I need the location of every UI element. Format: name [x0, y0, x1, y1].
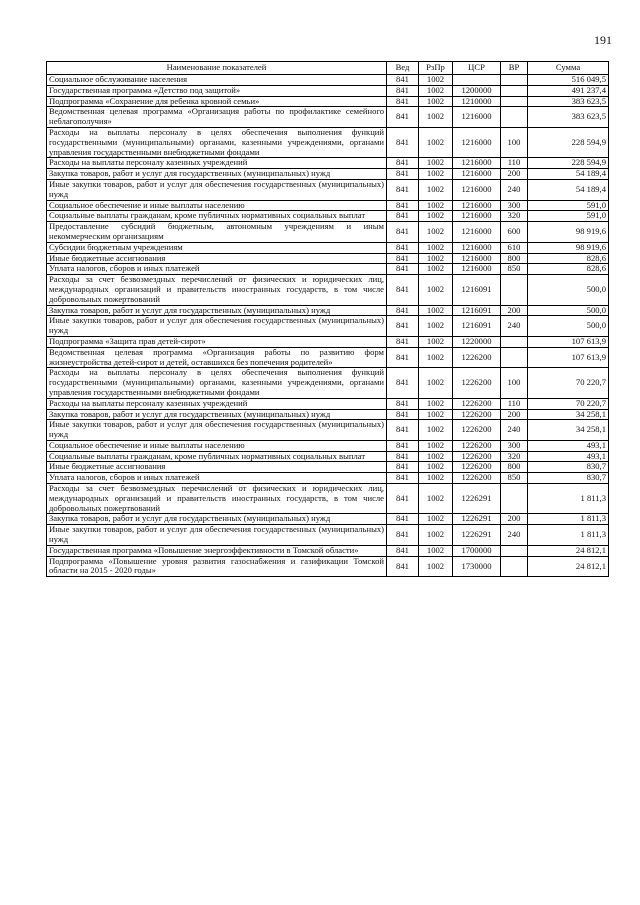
- table-row: [47, 127, 609, 157]
- table-row: [47, 107, 609, 128]
- budget-table: [46, 61, 609, 577]
- cell-ved: 841: [387, 85, 419, 96]
- cell-sum: 34 258,1: [528, 409, 609, 420]
- cell-csr: 1216091: [453, 305, 501, 316]
- cell-sum: 500,0: [528, 275, 609, 305]
- table-row: [47, 514, 609, 525]
- cell-rzpr: 1002: [419, 347, 453, 368]
- cell-sum: 54 189,4: [528, 169, 609, 180]
- cell-ved: 841: [387, 200, 419, 211]
- cell-vr: 200: [501, 514, 528, 525]
- cell-vr: 240: [501, 525, 528, 546]
- cell-name: Социальные выплаты гражданам, кроме публичных нормативных социальных выплат: [47, 451, 387, 462]
- cell-ved: 841: [387, 336, 419, 347]
- header-name: Наименование показателей: [47, 62, 387, 75]
- cell-csr: [453, 75, 501, 86]
- header-csr: ЦСР: [453, 62, 501, 75]
- cell-name: Подпрограмма «Защита прав детей-сирот»: [47, 336, 387, 347]
- cell-sum: 228 594,9: [528, 127, 609, 157]
- cell-vr: 110: [501, 158, 528, 169]
- cell-rzpr: 1002: [419, 85, 453, 96]
- cell-rzpr: 1002: [419, 264, 453, 275]
- cell-rzpr: 1002: [419, 107, 453, 128]
- cell-name: Иные закупки товаров, работ и услуг для обеспечения государственных (муниципальных) нужд: [47, 316, 387, 337]
- header-rzpr: РзПр: [419, 62, 453, 75]
- cell-rzpr: 1002: [419, 158, 453, 169]
- cell-csr: 1216000: [453, 242, 501, 253]
- cell-vr: 320: [501, 211, 528, 222]
- cell-sum: 493,1: [528, 451, 609, 462]
- table-row: [47, 473, 609, 484]
- cell-vr: 240: [501, 179, 528, 200]
- cell-vr: 200: [501, 305, 528, 316]
- cell-ved: 841: [387, 253, 419, 264]
- cell-sum: 1 811,3: [528, 514, 609, 525]
- cell-sum: 516 049,5: [528, 75, 609, 86]
- table-row: [47, 525, 609, 546]
- cell-vr: 800: [501, 253, 528, 264]
- cell-name: Иные закупки товаров, работ и услуг для обеспечения государственных (муниципальных) нужд: [47, 525, 387, 546]
- cell-vr: 240: [501, 420, 528, 441]
- table-row: [47, 305, 609, 316]
- cell-sum: 228 594,9: [528, 158, 609, 169]
- table-row: [47, 96, 609, 107]
- cell-name: Субсидии бюджетным учреждениям: [47, 242, 387, 253]
- cell-sum: 493,1: [528, 440, 609, 451]
- cell-name: Иные бюджетные ассигнования: [47, 253, 387, 264]
- cell-name: Подпрограмма «Повышение уровня развития газоснабжения и газификации Томской области на 2015 - 2020 годы»: [47, 556, 387, 577]
- cell-rzpr: 1002: [419, 368, 453, 398]
- cell-sum: 828,6: [528, 264, 609, 275]
- header-vr: ВР: [501, 62, 528, 75]
- cell-name: Ведомственная целевая программа «Организация работы по профилактике семейного неблагополучия»: [47, 107, 387, 128]
- cell-vr: 600: [501, 222, 528, 243]
- cell-rzpr: 1002: [419, 179, 453, 200]
- table-row: [47, 484, 609, 514]
- cell-csr: 1216091: [453, 275, 501, 305]
- cell-ved: 841: [387, 169, 419, 180]
- cell-rzpr: 1002: [419, 253, 453, 264]
- header-ved: Вед: [387, 62, 419, 75]
- cell-rzpr: 1002: [419, 556, 453, 577]
- cell-name: Социальное обслуживание населения: [47, 75, 387, 86]
- cell-sum: 830,7: [528, 473, 609, 484]
- cell-name: Иные бюджетные ассигнования: [47, 462, 387, 473]
- cell-name: Иные закупки товаров, работ и услуг для обеспечения государственных (муниципальных) нужд: [47, 179, 387, 200]
- cell-ved: 841: [387, 275, 419, 305]
- cell-sum: 98 919,6: [528, 242, 609, 253]
- cell-vr: [501, 75, 528, 86]
- cell-rzpr: 1002: [419, 75, 453, 86]
- cell-csr: 1216000: [453, 222, 501, 243]
- cell-vr: 320: [501, 451, 528, 462]
- cell-ved: 841: [387, 107, 419, 128]
- cell-sum: 828,6: [528, 253, 609, 264]
- cell-ved: 841: [387, 127, 419, 157]
- header-sum: Сумма: [528, 62, 609, 75]
- cell-ved: 841: [387, 368, 419, 398]
- cell-csr: 1216000: [453, 200, 501, 211]
- cell-ved: 841: [387, 420, 419, 441]
- cell-rzpr: 1002: [419, 169, 453, 180]
- cell-rzpr: 1002: [419, 525, 453, 546]
- cell-csr: 1226291: [453, 514, 501, 525]
- table-row: [47, 85, 609, 96]
- cell-sum: 24 812,1: [528, 545, 609, 556]
- cell-rzpr: 1002: [419, 398, 453, 409]
- table-row: [47, 179, 609, 200]
- cell-ved: 841: [387, 179, 419, 200]
- cell-vr: 240: [501, 316, 528, 337]
- cell-name: Ведомственная целевая программа «Организация работы по развитию форм жизнеустройства детей-сирот и детей, оставшихся без попечения родителей»: [47, 347, 387, 368]
- cell-ved: 841: [387, 451, 419, 462]
- table-row: [47, 211, 609, 222]
- cell-csr: 1700000: [453, 545, 501, 556]
- cell-sum: 591,0: [528, 200, 609, 211]
- cell-vr: [501, 556, 528, 577]
- cell-name: Расходы на выплаты персоналу казенных учреждений: [47, 158, 387, 169]
- cell-csr: 1216000: [453, 253, 501, 264]
- cell-name: Государственная программа «Повышение энергоэффективности в Томской области»: [47, 545, 387, 556]
- cell-sum: 500,0: [528, 316, 609, 337]
- cell-rzpr: 1002: [419, 409, 453, 420]
- cell-rzpr: 1002: [419, 242, 453, 253]
- cell-ved: 841: [387, 222, 419, 243]
- cell-vr: 610: [501, 242, 528, 253]
- cell-ved: 841: [387, 264, 419, 275]
- table-row: [47, 462, 609, 473]
- cell-csr: 1226291: [453, 525, 501, 546]
- cell-ved: 841: [387, 473, 419, 484]
- cell-csr: 1226200: [453, 409, 501, 420]
- cell-sum: 491 237,4: [528, 85, 609, 96]
- cell-vr: 300: [501, 440, 528, 451]
- cell-rzpr: 1002: [419, 127, 453, 157]
- cell-sum: 107 613,9: [528, 336, 609, 347]
- cell-ved: 841: [387, 545, 419, 556]
- cell-sum: 830,7: [528, 462, 609, 473]
- cell-name: Расходы на выплаты персоналу в целях обеспечения выполнения функций государственными (муниципальными) органами, казенными учреждениями, органами управления государственными внебюджетными фондами: [47, 368, 387, 398]
- table-row: [47, 242, 609, 253]
- cell-rzpr: 1002: [419, 275, 453, 305]
- cell-rzpr: 1002: [419, 211, 453, 222]
- table-row: [47, 264, 609, 275]
- cell-rzpr: 1002: [419, 96, 453, 107]
- cell-sum: 70 220,7: [528, 368, 609, 398]
- cell-name: Расходы на выплаты персоналу в целях обеспечения выполнения функций государственными (муниципальными) органами, казенными учреждениями, органами управления государственными внебюджетными фондами: [47, 127, 387, 157]
- cell-name: Социальное обеспечение и иные выплаты населению: [47, 200, 387, 211]
- cell-vr: [501, 96, 528, 107]
- cell-sum: 98 919,6: [528, 222, 609, 243]
- cell-sum: 54 189,4: [528, 179, 609, 200]
- cell-vr: 200: [501, 169, 528, 180]
- cell-rzpr: 1002: [419, 222, 453, 243]
- cell-csr: 1216000: [453, 211, 501, 222]
- cell-sum: 500,0: [528, 305, 609, 316]
- cell-csr: 1226200: [453, 398, 501, 409]
- cell-rzpr: 1002: [419, 514, 453, 525]
- cell-rzpr: 1002: [419, 440, 453, 451]
- cell-vr: [501, 107, 528, 128]
- cell-vr: [501, 347, 528, 368]
- cell-vr: [501, 85, 528, 96]
- cell-ved: 841: [387, 211, 419, 222]
- cell-rzpr: 1002: [419, 200, 453, 211]
- cell-vr: 800: [501, 462, 528, 473]
- table-row: [47, 368, 609, 398]
- page-number: 191: [594, 33, 612, 47]
- cell-sum: 383 623,5: [528, 107, 609, 128]
- cell-sum: 24 812,1: [528, 556, 609, 577]
- cell-ved: 841: [387, 409, 419, 420]
- cell-sum: 591,0: [528, 211, 609, 222]
- cell-name: Закупка товаров, работ и услуг для государственных (муниципальных) нужд: [47, 169, 387, 180]
- cell-csr: 1216000: [453, 179, 501, 200]
- table-row: [47, 200, 609, 211]
- cell-ved: 841: [387, 484, 419, 514]
- cell-csr: 1226200: [453, 451, 501, 462]
- cell-csr: 1226200: [453, 368, 501, 398]
- cell-name: Расходы на выплаты персоналу казенных учреждений: [47, 398, 387, 409]
- cell-vr: 850: [501, 473, 528, 484]
- cell-name: Уплата налогов, сборов и иных платежей: [47, 473, 387, 484]
- cell-vr: 300: [501, 200, 528, 211]
- cell-name: Подпрограмма «Сохранение для ребенка кровной семьи»: [47, 96, 387, 107]
- cell-name: Уплата налогов, сборов и иных платежей: [47, 264, 387, 275]
- cell-ved: 841: [387, 316, 419, 337]
- cell-name: Закупка товаров, работ и услуг для государственных (муниципальных) нужд: [47, 514, 387, 525]
- table-row: [47, 253, 609, 264]
- cell-csr: 1226200: [453, 473, 501, 484]
- cell-csr: 1220000: [453, 336, 501, 347]
- cell-rzpr: 1002: [419, 316, 453, 337]
- table-row: [47, 556, 609, 577]
- cell-ved: 841: [387, 398, 419, 409]
- cell-rzpr: 1002: [419, 545, 453, 556]
- cell-vr: [501, 545, 528, 556]
- cell-name: Иные закупки товаров, работ и услуг для обеспечения государственных (муниципальных) нужд: [47, 420, 387, 441]
- cell-name: Закупка товаров, работ и услуг для государственных (муниципальных) нужд: [47, 305, 387, 316]
- cell-ved: 841: [387, 158, 419, 169]
- cell-rzpr: 1002: [419, 473, 453, 484]
- cell-rzpr: 1002: [419, 484, 453, 514]
- cell-csr: 1730000: [453, 556, 501, 577]
- table-row: [47, 316, 609, 337]
- cell-rzpr: 1002: [419, 420, 453, 441]
- cell-vr: [501, 484, 528, 514]
- table-row: [47, 275, 609, 305]
- cell-name: Социальное обеспечение и иные выплаты населению: [47, 440, 387, 451]
- cell-csr: 1210000: [453, 96, 501, 107]
- cell-csr: 1216000: [453, 264, 501, 275]
- table-row: [47, 420, 609, 441]
- cell-csr: 1216000: [453, 127, 501, 157]
- table-row: [47, 409, 609, 420]
- cell-csr: 1216000: [453, 169, 501, 180]
- cell-name: Социальные выплаты гражданам, кроме публичных нормативных социальных выплат: [47, 211, 387, 222]
- cell-name: Расходы за счет безвозмездных перечислений от физических и юридических лиц, международных организаций и правительств иностранных государств, в том числе добровольных пожертвований: [47, 275, 387, 305]
- cell-vr: 850: [501, 264, 528, 275]
- cell-ved: 841: [387, 242, 419, 253]
- cell-sum: 107 613,9: [528, 347, 609, 368]
- table-header-row: [47, 62, 609, 75]
- cell-ved: 841: [387, 514, 419, 525]
- cell-vr: 100: [501, 127, 528, 157]
- table-row: [47, 75, 609, 86]
- cell-ved: 841: [387, 305, 419, 316]
- cell-ved: 841: [387, 75, 419, 86]
- table-row: [47, 169, 609, 180]
- cell-csr: 1200000: [453, 85, 501, 96]
- cell-csr: 1216000: [453, 107, 501, 128]
- cell-ved: 841: [387, 347, 419, 368]
- cell-ved: 841: [387, 525, 419, 546]
- cell-name: Государственная программа «Детство под защитой»: [47, 85, 387, 96]
- cell-ved: 841: [387, 556, 419, 577]
- cell-vr: [501, 275, 528, 305]
- cell-rzpr: 1002: [419, 305, 453, 316]
- cell-rzpr: 1002: [419, 336, 453, 347]
- cell-sum: 383 623,5: [528, 96, 609, 107]
- table-row: [47, 158, 609, 169]
- cell-csr: 1226200: [453, 440, 501, 451]
- cell-sum: 1 811,3: [528, 525, 609, 546]
- cell-name: Закупка товаров, работ и услуг для государственных (муниципальных) нужд: [47, 409, 387, 420]
- cell-vr: 110: [501, 398, 528, 409]
- table-row: [47, 336, 609, 347]
- cell-vr: [501, 336, 528, 347]
- cell-csr: 1226200: [453, 347, 501, 368]
- cell-name: Предоставление субсидий бюджетным, автономным учреждениям и иным некоммерческим организациям: [47, 222, 387, 243]
- cell-csr: 1216091: [453, 316, 501, 337]
- cell-ved: 841: [387, 96, 419, 107]
- cell-ved: 841: [387, 462, 419, 473]
- table-row: [47, 398, 609, 409]
- table-row: [47, 222, 609, 243]
- cell-sum: 34 258,1: [528, 420, 609, 441]
- table-row: [47, 347, 609, 368]
- cell-csr: 1226291: [453, 484, 501, 514]
- cell-csr: 1216000: [453, 158, 501, 169]
- cell-sum: 1 811,3: [528, 484, 609, 514]
- table-row: [47, 545, 609, 556]
- cell-rzpr: 1002: [419, 451, 453, 462]
- table-row: [47, 440, 609, 451]
- cell-ved: 841: [387, 440, 419, 451]
- cell-csr: 1226200: [453, 462, 501, 473]
- cell-rzpr: 1002: [419, 462, 453, 473]
- cell-name: Расходы за счет безвозмездных перечислений от физических и юридических лиц, международных организаций и правительств иностранных государств, в том числе добровольных пожертвований: [47, 484, 387, 514]
- cell-vr: 100: [501, 368, 528, 398]
- cell-sum: 70 220,7: [528, 398, 609, 409]
- cell-csr: 1226200: [453, 420, 501, 441]
- cell-vr: 200: [501, 409, 528, 420]
- table-row: [47, 451, 609, 462]
